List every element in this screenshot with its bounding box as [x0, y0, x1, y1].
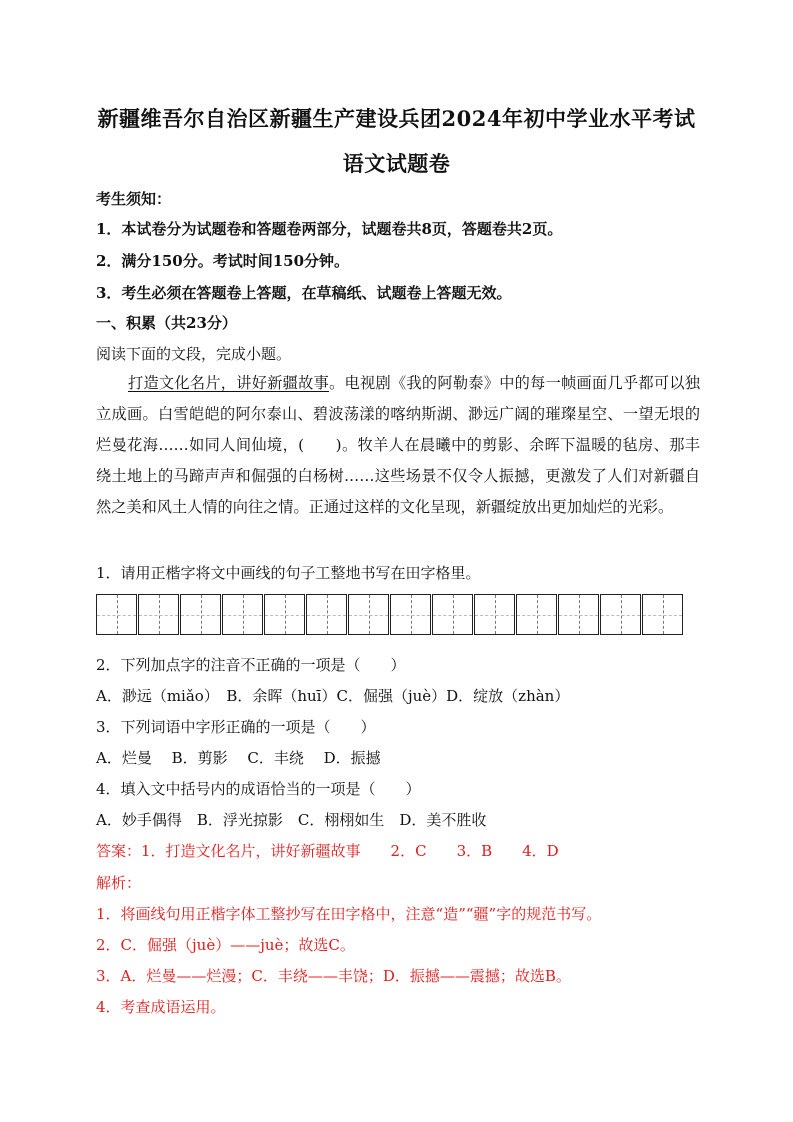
- analysis-item-3: 3．A．烂曼——烂漫；C．丰绕——丰饶；D．振撼——震撼；故选B。: [96, 967, 571, 985]
- exam-subtitle: 语文试题卷: [342, 151, 451, 176]
- tianzige-cell[interactable]: [180, 594, 221, 635]
- section-heading: 一、积累（共23分）: [96, 314, 237, 332]
- tianzige-cell[interactable]: [348, 594, 389, 635]
- answer-line: 答案：1．打造文化名片，讲好新疆故事 2．C 3．B 4．D: [96, 842, 559, 860]
- notice-heading: 考生须知：: [96, 190, 172, 208]
- tianzige-cell[interactable]: [558, 594, 599, 635]
- question-3-options: A．烂曼 B．剪影 C．丰绕 D．振撼: [96, 749, 381, 767]
- underlined-sentence: 打造文化名片，讲好新疆故事: [128, 374, 330, 392]
- tianzige-cell[interactable]: [306, 594, 347, 635]
- tianzige-cell[interactable]: [96, 594, 137, 635]
- notice-item-1: 1．本试卷分为试题卷和答题卷两部分，试题卷共8页，答题卷共2页。: [96, 220, 563, 238]
- section-instruction: 阅读下面的文段，完成小题。: [96, 345, 292, 363]
- tianzige-cell[interactable]: [642, 594, 683, 635]
- tianzige-cell[interactable]: [474, 594, 515, 635]
- notice-item-3: 3．考生必须在答题卷上答题，在草稿纸、试题卷上答题无效。: [96, 284, 512, 302]
- question-4: 4．填入文中括号内的成语恰当的一项是（ ）: [96, 780, 421, 798]
- tianzige-cell[interactable]: [138, 594, 179, 635]
- passage-text: 。电视剧《我的阿勒泰》中的每一帧画面几乎都可以独立成画。白雪皑皑的阿尔泰山、碧波荡漾的喀纳斯湖、渺远广阔的璀璨星空、一望无垠的烂曼花海……如同人间仙境，( )。牧羊人在晨曦中的剪影、余晖下温暖的毡房、那丰绕土地上的马蹄声声和倔强的白杨树……这些场景不仅令人振撼，更激发了人们对新疆自然之美和风土人情的向往之情。正通过这样的文化呈现，新疆绽放出更加灿烂的光彩。: [96, 374, 701, 516]
- tianzige-cell[interactable]: [600, 594, 641, 635]
- question-3: 3．下列词语中字形正确的一项是（ ）: [96, 718, 376, 736]
- analysis-item-4: 4．考查成语运用。: [96, 998, 226, 1016]
- tianzige-cell[interactable]: [264, 594, 305, 635]
- tianzige-cell[interactable]: [222, 594, 263, 635]
- reading-passage: [96, 368, 700, 523]
- analysis-item-1: 1．将画线句用正楷字体工整抄写在田字格中，注意“造”“疆”字的规范书写。: [96, 905, 602, 923]
- question-2-options: A．渺远（miǎo） B．余晖（huī）C．倔强（juè）D．绽放（zhàn）: [96, 687, 570, 705]
- exam-title: 新疆维吾尔自治区新疆生产建设兵团2024年初中学业水平考试: [97, 106, 696, 131]
- tianzige-cell[interactable]: [432, 594, 473, 635]
- question-4-options: A．妙手偶得 B．浮光掠影 C．栩栩如生 D．美不胜收: [96, 811, 487, 829]
- analysis-heading: 解析：: [96, 874, 142, 892]
- notice-item-2: 2．满分150分。考试时间150分钟。: [96, 252, 350, 270]
- question-2: 2．下列加点字的注音不正确的一项是（ ）: [96, 656, 406, 674]
- analysis-item-2: 2．C．倔强（juè）——juè；故选C。: [96, 936, 355, 954]
- tianzige-cell[interactable]: [390, 594, 431, 635]
- tianzige-cell[interactable]: [516, 594, 557, 635]
- tianzige-grid[interactable]: [96, 594, 684, 635]
- question-1: 1．请用正楷字将文中画线的句子工整地书写在田字格里。: [96, 564, 481, 582]
